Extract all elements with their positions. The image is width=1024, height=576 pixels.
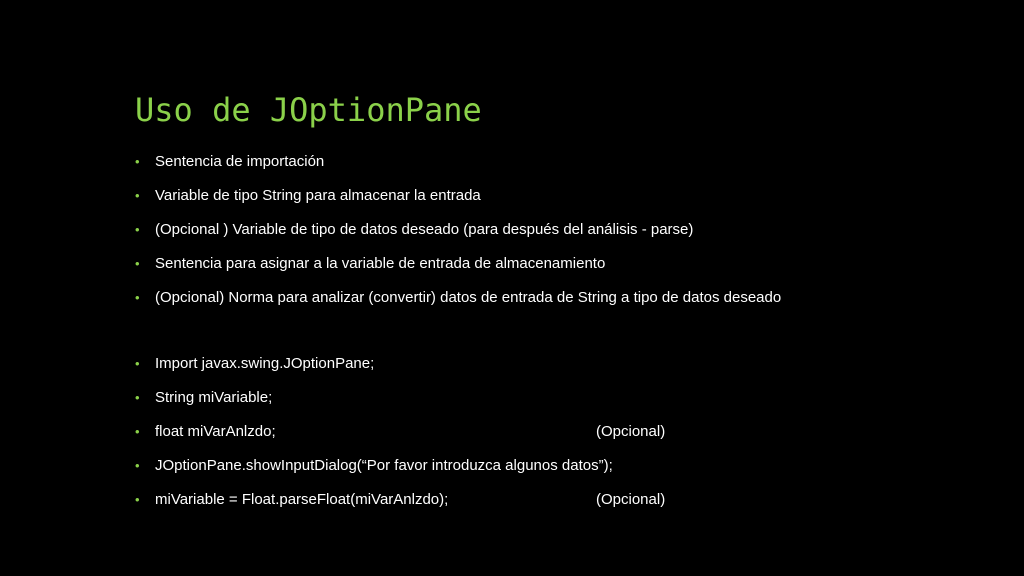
bullet-text: Sentencia para asignar a la variable de entrada de almacenamiento [155,255,606,272]
bullet-icon: • [135,492,140,507]
bullet-icon: • [135,424,140,439]
bullet-icon: • [135,154,140,169]
code-line: JOptionPane.showInputDialog(“Por favor introduzca algunos datos”); [155,457,613,474]
bullet-icon: • [135,458,140,473]
bullet-icon: • [135,390,140,405]
bullet-icon: • [135,256,140,271]
bullet-text: Variable de tipo String para almacenar la entrada [155,187,481,204]
optional-note: (Opcional) [596,423,666,440]
slide-title: Uso de JOptionPane [135,91,482,129]
bullet-icon: • [135,188,140,203]
bullet-icon: • [135,356,140,371]
bullet-text: Sentencia de importación [155,153,325,170]
bullet-icon: • [135,222,140,237]
code-line: miVariable = Float.parseFloat(miVarAnlzdo); [155,491,449,508]
code-line: Import javax.swing.JOptionPane; [155,355,375,372]
code-line: float miVarAnlzdo; [155,423,276,440]
bullet-text: (Opcional ) Variable de tipo de datos deseado (para después del análisis - parse) [155,221,694,238]
code-line: String miVariable; [155,389,273,406]
optional-note: (Opcional) [596,491,666,508]
bullet-text: (Opcional) Norma para analizar (convertir) datos de entrada de String a tipo de datos deseado [155,289,782,306]
bullet-icon: • [135,290,140,305]
